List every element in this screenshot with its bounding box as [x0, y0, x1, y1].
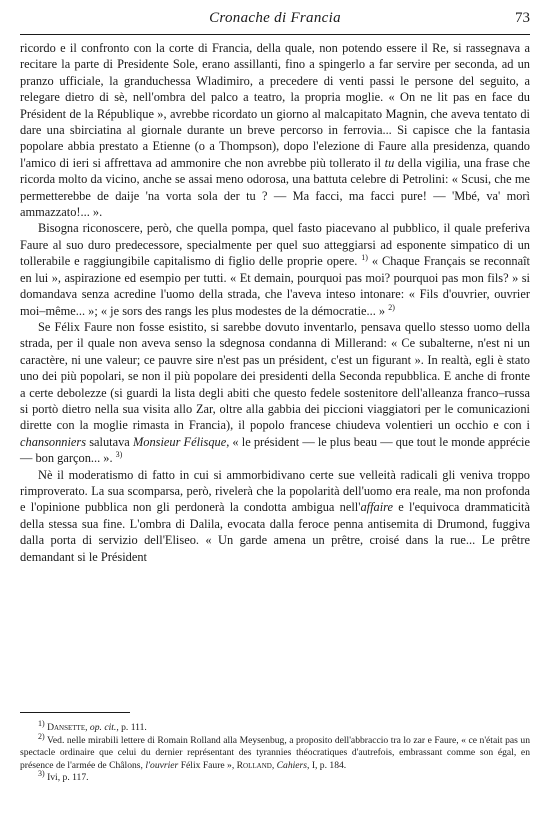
text-run: Cahiers — [276, 759, 308, 771]
text-run: , I, p. 184. — [307, 759, 347, 771]
footnotes — [20, 718, 530, 785]
text-run: della vigilia, una frase che ricorda molto da vicino, anche se assai meno odorosa, una battuta celebre di Petrolini: « Scusi, che me permetterebbe de daije 'na vorta sola der tu ? — Ma facci, ma facci pure! — 'Mbé, va' morì ammazzato!... ». — [20, 155, 530, 220]
running-title: Cronache di Francia — [209, 10, 341, 26]
text-run: tu — [384, 155, 395, 170]
header-rule — [20, 34, 530, 35]
text-run: e l'equivoca drammaticità della stessa sua fine. L'ombra di Dalila, evocata dalla feroce penna antisemita di Drumond, fuggiva dalla porta di servizio dell'Eliseo. « Un garde amena un prêtre, croisé dans la rue... Le prêtre demandant si le Président — [20, 500, 530, 564]
page-header — [20, 8, 530, 30]
text-run: ricordo e il confronto con la corte di Francia, della quale, non potendo essere il Re, si rassegnava a recitare la parte di Presidente Sole, erano assillanti, fino a spingerlo a far servire per seconda, ad un pranzo ufficiale, la granduchessa Wladimiro, a precedere di venti passi le persone del seguito, a relegare dietro di sè, nell'ombra del palco a teatro, la propria moglie. « On ne lit pas en face du Président de la République », avrebbe ricordato un giorno al malcapitato Magnin, che aveva tentato di dare una sbirciatina al giornale durante un breve percorso in ferrovia... Si capisce che la fantasia popolare abbia prestato a Etienne (o a Thompson), dopo l'elezione di Faure alla presidenza, quando l'amico di ieri si affrettava ad ammonire che non avrebbe più tollerato il — [20, 41, 530, 170]
text-run: , p. 111. — [116, 722, 147, 733]
text-run: « Chaque Français se reconnaît en lui », aspirazione ed esempio per tutti. « Et demain, pourquoi pas moi? pourquoi pas mon fils? » si domandava senza acredine l'uomo della strada, che l'aveva inteso intonare: « Fils d'ouvrier, ouvrier moi–même... »; « je sors des rangs les plus modestes de la démocratie... » — [20, 254, 530, 318]
text-run: Ivi, p. 117. — [44, 772, 89, 784]
footnote-marker: 2) — [38, 731, 45, 741]
text-run: Dansette — [47, 722, 86, 733]
footnote-separator — [20, 712, 130, 713]
page-number: 73 — [515, 10, 530, 26]
paragraph — [20, 319, 530, 467]
text-run: op. cit. — [89, 722, 117, 733]
text-run: affaire — [360, 500, 394, 515]
text-run: chansonniers — [20, 434, 87, 449]
footnote-marker: 3) — [38, 769, 45, 779]
footnote — [20, 769, 530, 785]
footnote-marker: 1) — [38, 718, 45, 728]
text-run: Ved. nelle mirabili lettere di Romain Rolland alla Meysenbug, a proposito dell'abbraccio tra lo zar e Faure, « ce n'était pas un spectacle ordinaire que celui du dernier représentant des tyrannies théocratiques d'autrefois, embrassant comme son égal, en présence de l'armée de Châlons, — [20, 734, 530, 771]
text-run: , — [271, 759, 277, 771]
text-run: Bisogna riconoscere, però, che quella pompa, quel fasto piacevano al pubblico, il quale preferiva Faure al suo duro predecessore, specialmente per quel suo atteggiarsi ad esponente simpatico di un tollerabile e raggiungibile capitalismo di figlio delle proprie opere. — [20, 221, 530, 269]
paragraph — [20, 467, 530, 565]
text-run: Nè il moderatismo di fatto in cui si ammorbidivano certe sue velleità radicali gli veniva troppo rimproverato. La sua scomparsa, però, rivelerà che la popolarità dell'uomo era reale, ma non profonda e l'opinione pubblica non gli perdonerà la condotta ambigua nell' — [20, 467, 530, 515]
footnote-marker: 1) — [361, 253, 368, 263]
footnote — [20, 731, 530, 773]
body-text — [20, 40, 530, 565]
text-run: Félix Faure », — [178, 759, 237, 771]
footnote-marker: 2) — [388, 302, 395, 312]
text-run: , — [85, 722, 90, 733]
footnote-marker: 3) — [115, 450, 123, 460]
paragraph — [20, 220, 530, 318]
paragraph — [20, 40, 530, 220]
text-run: Rolland — [236, 759, 272, 771]
text-run: Se Félix Faure non fosse esistito, si sarebbe dovuto inventarlo, pensava quello stesso uomo della strada, per il quale non aveva senso la sdegnosa condanna di Millerand: « Ce subalterne, n'est ni un caractère, ni une valeur; ce pauvre sire n'est pas un président, c'est un figurant ». In realtà, egli è stato uno dei più popolari, se non il più popolare dei presidenti della Seconda repubblica. E anche di fronte a certe debolezze (si guardi la lista degli abiti che questo fedele sostenitore dell'alleanza franco–russa si portò dietro nella sua visita allo Zar, oltre alla gabbia dei piccioni viaggiatori per le comunicazioni dirette con la moglie rimasta in Francia), il popolo francese chiudeva volentieri un occhio e con i — [20, 319, 530, 433]
text-run: l'ouvrier — [145, 759, 179, 771]
footnote — [20, 718, 530, 735]
text-run: Monsieur Félisque — [132, 434, 227, 449]
text-run: , « le président — le plus beau — que tout le monde apprécie — bon garçon... ». — [20, 434, 530, 466]
text-run: salutava — [86, 434, 133, 449]
